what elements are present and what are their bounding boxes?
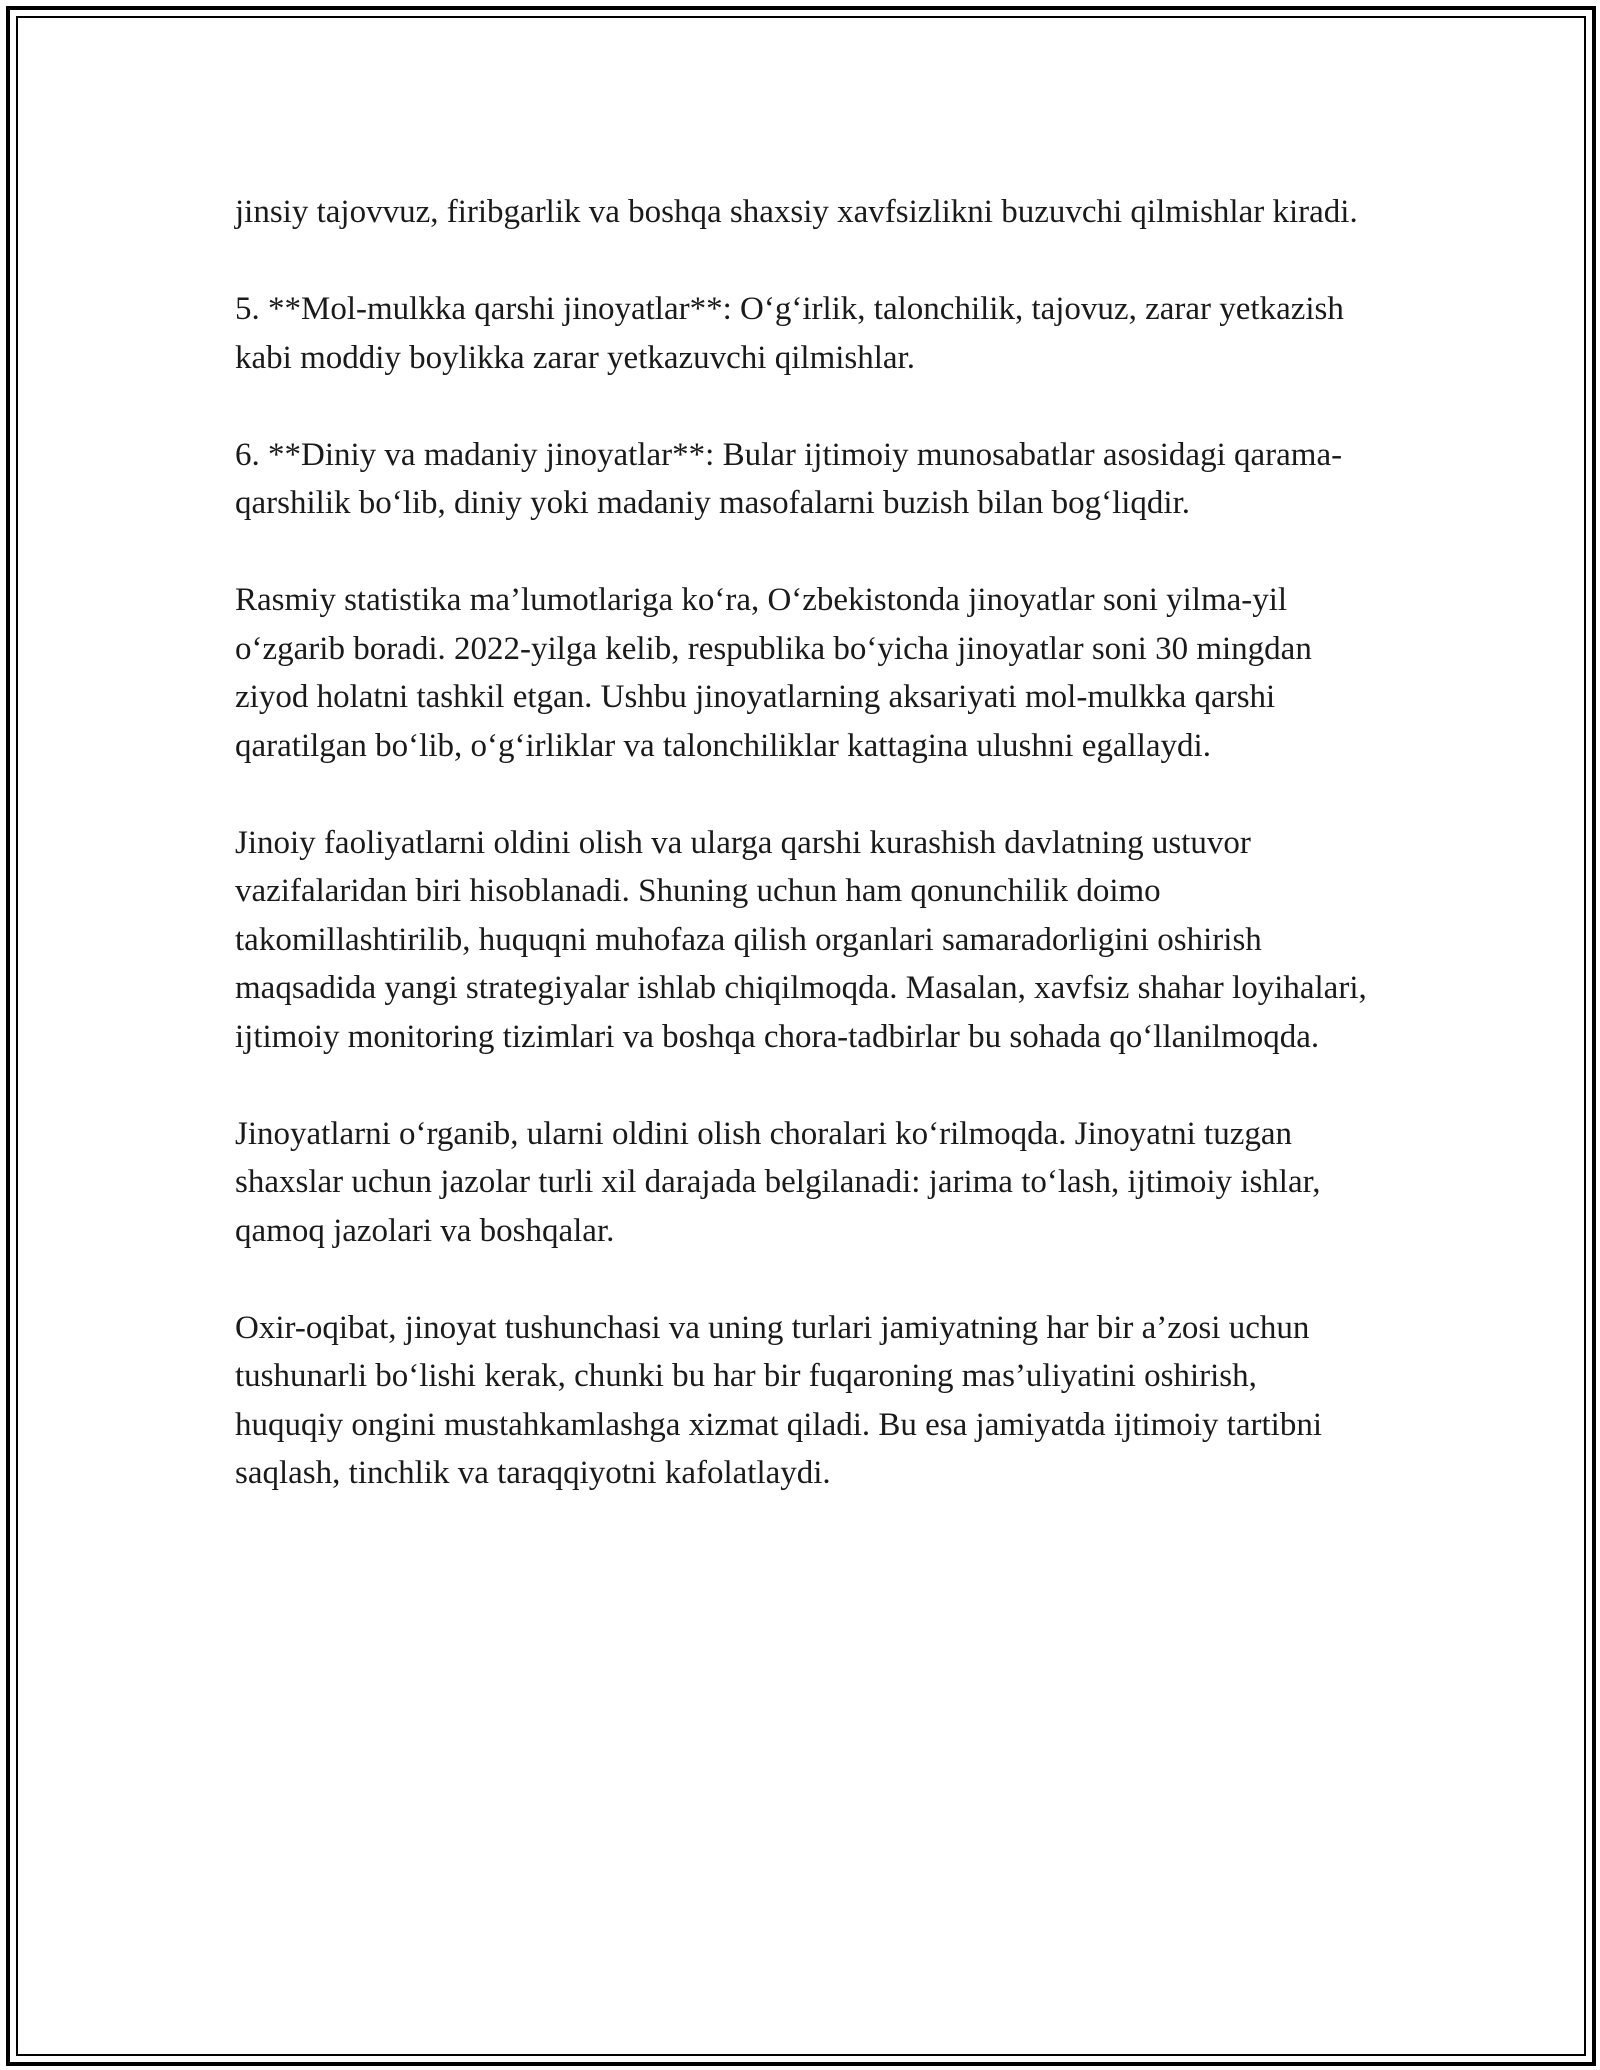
document-body	[235, 188, 1370, 1546]
paragraph-property-crimes: 5. **Mol-mulkka qarshi jinoyatlar**: O‘g‘irlik, talonchilik, tajovuz, zarar yetkazish kabi moddiy boylikka zarar yetkazuvchi qilmishlar.	[235, 291, 1344, 376]
paragraph-punishments: Jinoyatlarni o‘rganib, ularni oldini olish choralari ko‘rilmoqda. Jinoyatni tuzgan shaxslar uchun jazolar turli xil darajada belgilanadi: jarima to‘lash, ijtimoiy ishlar, qamoq jazolari va boshqalar.	[235, 1115, 1321, 1249]
paragraph-crime-prevention: Jinoiy faoliyatlarni oldini olish va ularga qarshi kurashish davlatning ustuvor vazifalaridan biri hisoblanadi. Shuning uchun ham qonunchilik doimo takomillashtirilib, huquqni muhofaza qilish organlari samaradorligini oshirish maqsadida yangi strategiyalar ishlab chiqilmoqda. Masalan, xavfsiz shahar loyihalari, ijtimoiy monitoring tizimlari va boshqa chora-tadbirlar bu sohada qo‘llanilmoqda.	[235, 824, 1367, 1055]
paragraph-religious-cultural-crimes: 6. **Diniy va madaniy jinoyatlar**: Bular ijtimoiy munosabatlar asosidagi qarama-qarshilik bo‘lib, diniy yoki madaniy masofalarni buzish bilan bog‘liqdir.	[235, 436, 1343, 521]
paragraph-conclusion: Oxir-oqibat, jinoyat tushunchasi va uning turlari jamiyatning har bir a’zosi uchun tushunarli bo‘lishi kerak, chunki bu har bir fuqaroning mas’uliyatini oshirish, huquqiy ongini mustahkamlashga xizmat qiladi. Bu esa jamiyatda ijtimoiy tartibni saqlash, tinchlik va taraqqiyotni kafolatlaydi.	[235, 1309, 1322, 1491]
paragraph-personal-crimes-continued: jinsiy tajovvuz, firibgarlik va boshqa shaxsiy xavfsizlikni buzuvchi qilmishlar kiradi.	[235, 194, 1358, 230]
paragraph-official-statistics: Rasmiy statistika ma’lumotlariga ko‘ra, O‘zbekistonda jinoyatlar soni yilma-yil o‘zgarib boradi. 2022-yilga kelib, respublika bo‘yicha jinoyatlar soni 30 mingdan ziyod holatni tashkil etgan. Ushbu jinoyatlarning aksariyati mol-mulkka qarshi qaratilgan bo‘lib, o‘g‘irliklar va talonchiliklar kattagina ulushni egallaydi.	[235, 582, 1312, 764]
